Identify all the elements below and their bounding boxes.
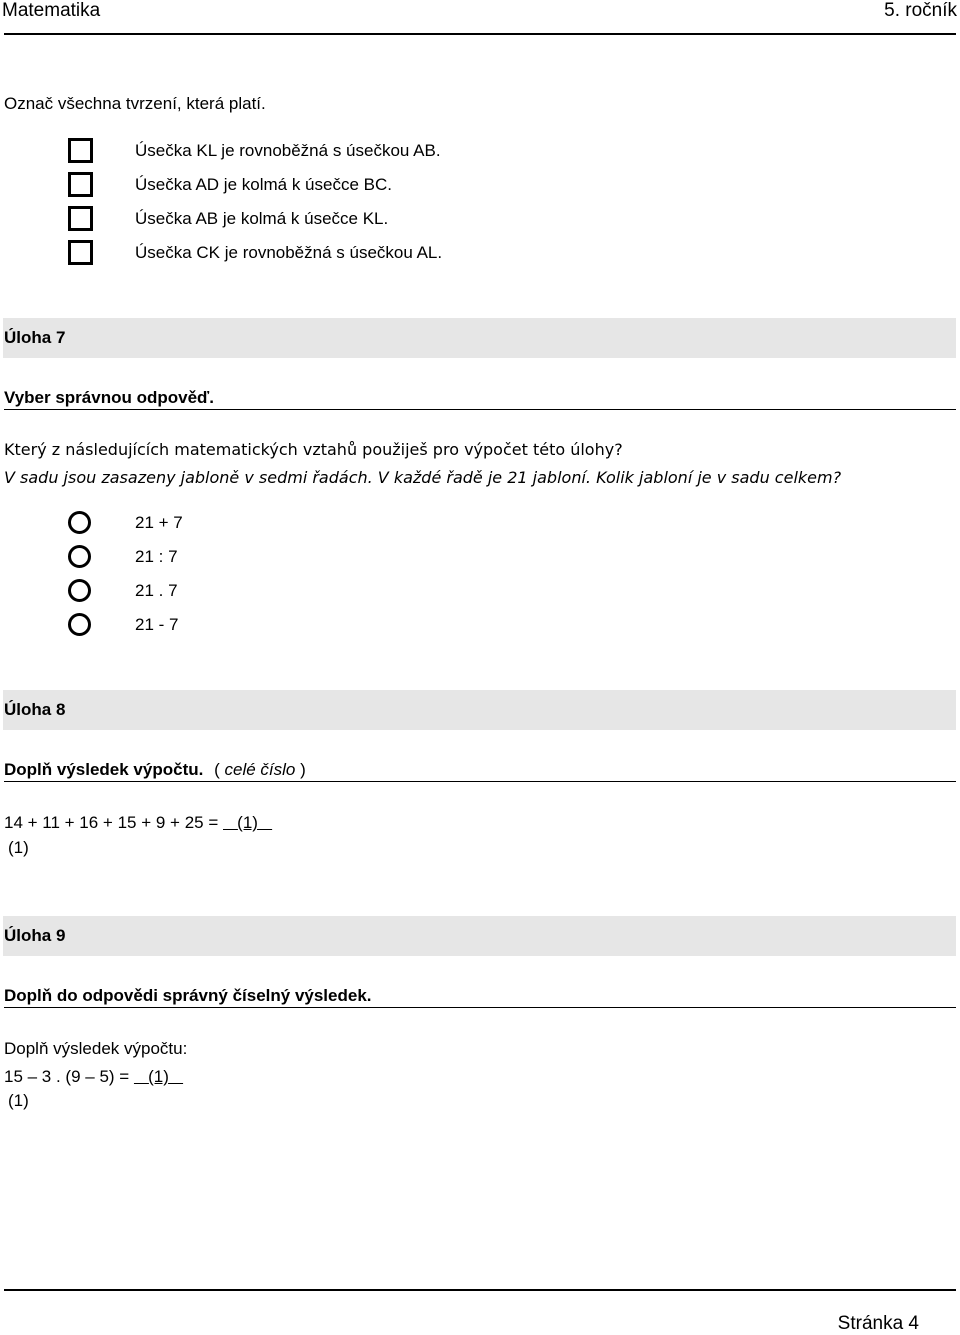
q8-points: (1) xyxy=(8,838,29,857)
q7-problem: V sadu jsou zasazeny jabloně v sedmi řadách. V každé řadě je 21 jabloní. Kolik jabloní je v sadu celkem? xyxy=(4,468,842,487)
page-number: Stránka 4 xyxy=(837,1313,919,1334)
q6-instruction: Označ všechna tvrzení, která platí. xyxy=(4,94,266,113)
q9-answer-blank[interactable]: (1) xyxy=(148,1067,169,1086)
q7-option-2: 21 : 7 xyxy=(135,547,178,566)
q7-title: Úloha 7 xyxy=(4,328,66,347)
q9-subtitle: Doplň do odpovědi správný číselný výsledek. xyxy=(4,986,372,1005)
q6-option-1: Úsečka KL je rovnoběžná s úsečkou AB. xyxy=(135,141,441,160)
q6-checkbox-4[interactable] xyxy=(68,240,93,265)
q8-subtitle: Doplň výsledek výpočtu. xyxy=(4,760,204,779)
q7-radio-1[interactable] xyxy=(68,511,91,534)
q7-option-3: 21 . 7 xyxy=(135,581,178,600)
q8-title-bar xyxy=(3,690,956,730)
q9-expression: 15 – 3 . (9 – 5) = xyxy=(4,1067,130,1086)
q9-prompt: Doplň výsledek výpočtu: xyxy=(4,1039,188,1058)
q8-hint-open: ( xyxy=(214,760,220,779)
q6-checkbox-1[interactable] xyxy=(68,138,93,163)
q7-radio-3[interactable] xyxy=(68,579,91,602)
q7-question: Který z následujících matematických vztahů použiješ pro výpočet této úlohy? xyxy=(4,440,623,459)
q8-divider xyxy=(4,781,956,782)
q6-option-2: Úsečka AD je kolmá k úsečce BC. xyxy=(135,175,392,194)
q8-answer-blank[interactable]: (1) xyxy=(237,813,258,832)
q7-title-bar xyxy=(3,318,956,358)
header-divider xyxy=(4,33,956,35)
q6-checkbox-3[interactable] xyxy=(68,206,93,231)
q9-divider xyxy=(4,1007,956,1008)
q8-expression: 14 + 11 + 16 + 15 + 9 + 25 = xyxy=(4,813,219,832)
q9-points: (1) xyxy=(8,1091,29,1110)
q7-option-1: 21 + 7 xyxy=(135,513,183,532)
q9-title-bar xyxy=(3,916,956,956)
q9-title: Úloha 9 xyxy=(4,926,66,945)
q8-hint: celé číslo xyxy=(224,760,296,779)
q6-checkbox-2[interactable] xyxy=(68,172,93,197)
q8-equation xyxy=(4,813,272,833)
q8-title: Úloha 8 xyxy=(4,700,66,719)
footer-divider xyxy=(4,1289,956,1291)
q7-radio-4[interactable] xyxy=(68,613,91,636)
grade-label: 5. ročník xyxy=(884,0,957,21)
q7-subtitle: Vyber správnou odpověď. xyxy=(4,388,214,407)
q7-divider xyxy=(4,409,956,410)
q6-option-3: Úsečka AB je kolmá k úsečce KL. xyxy=(135,209,389,228)
q7-option-4: 21 - 7 xyxy=(135,615,179,634)
q8-subtitle-line xyxy=(4,760,306,780)
subject-title: Matematika xyxy=(2,0,101,21)
q8-hint-close: ) xyxy=(300,760,306,779)
q9-equation xyxy=(4,1067,183,1087)
q7-radio-2[interactable] xyxy=(68,545,91,568)
q6-option-4: Úsečka CK je rovnoběžná s úsečkou AL. xyxy=(135,243,443,262)
